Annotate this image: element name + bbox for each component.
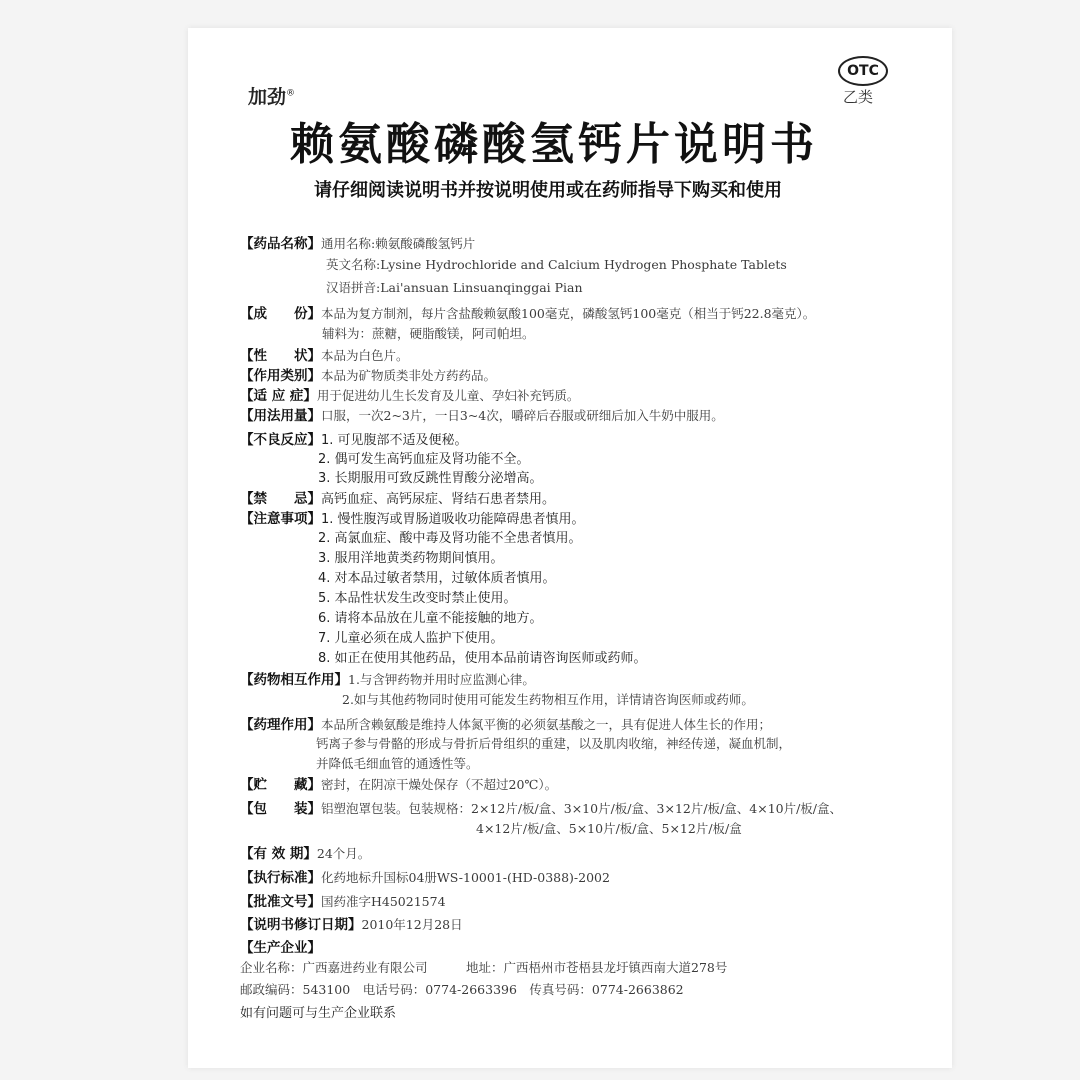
company-contact: 邮政编码：543100 电话号码：0774-2663396 传真号码：0774-2663862 — [240, 982, 684, 997]
standard-text: 化药地标升国标04册WS-10001-(HD-0388)-2002 — [321, 870, 610, 885]
adverse-item: 1. 可见腹部不适及便秘。 — [321, 433, 468, 448]
section-drug-name — [240, 232, 475, 252]
section-label: 【药理作用】 — [240, 717, 321, 733]
category-text: 本品为矿物质类非处方药药品。 — [321, 368, 497, 383]
validity-text: 24个月。 — [316, 846, 371, 861]
section-indications — [240, 384, 579, 404]
section-label: 【生产企业】 — [240, 940, 321, 956]
package-text-cont: 4×12片/板/盒、5×10片/板/盒、5×12片/板/盒 — [476, 821, 742, 836]
section-description — [240, 344, 409, 364]
section-validity — [240, 842, 370, 862]
section-standard — [240, 866, 610, 886]
footer-note: 如有问题可与生产企业联系 — [240, 1006, 397, 1021]
generic-name: 通用名称:赖氨酸磷酸氢钙片 — [321, 236, 476, 251]
precaution-item: 8. 如正在使用其他药品，使用本品前请咨询医师或药师。 — [318, 651, 647, 666]
company-name: 企业名称：广西嘉进药业有限公司 — [240, 960, 428, 975]
section-approval — [240, 890, 446, 910]
section-pharmacology — [240, 713, 771, 733]
description-text: 本品为白色片。 — [321, 348, 409, 363]
page-title: 赖氨酸磷酸氢钙片说明书 — [290, 119, 818, 170]
adverse-item: 2. 偶可发生高钙血症及肾功能不全。 — [318, 452, 530, 467]
section-label: 【适 应 症】 — [240, 388, 317, 404]
pharmacology-line: 钙离子参与骨骼的形成与骨折后骨组织的重建，以及肌肉收缩，神经传递，凝血机制， — [316, 736, 792, 751]
precaution-item: 7. 儿童必须在成人监护下使用。 — [318, 631, 504, 646]
approval-text: 国药准字H45021574 — [321, 894, 446, 909]
precaution-item: 2. 高氯血症、酸中毒及肾功能不全患者慎用。 — [318, 531, 582, 546]
section-label: 【性 状】 — [240, 348, 321, 364]
section-label: 【包 装】 — [240, 801, 321, 817]
section-revision — [240, 913, 463, 933]
interaction-item: 2.如与其他药物同时使用可能发生药物相互作用，详情请咨询医师或药师。 — [342, 692, 754, 707]
section-label: 【药品名称】 — [240, 236, 321, 252]
section-storage — [240, 773, 557, 793]
pharmacology-line: 本品所含赖氨酸是维持人体氮平衡的必须氨基酸之一，具有促进人体生长的作用； — [321, 717, 772, 732]
precaution-item: 6. 请将本品放在儿童不能接触的地方。 — [318, 611, 543, 626]
package-text: 铝塑泡罩包装。包装规格：2×12片/板/盒、3×10片/板/盒、3×12片/板/盒、4×10片/板/盒、 — [321, 801, 843, 816]
dosage-text: 口服，一次2~3片，一日3~4次，嚼碎后吞服或研细后加入牛奶中服用。 — [321, 408, 724, 423]
otc-class-label: 乙类 — [843, 88, 874, 106]
section-interactions — [240, 668, 535, 688]
section-label: 【批准文号】 — [240, 894, 321, 910]
section-precautions — [240, 507, 585, 527]
precaution-item: 5. 本品性状发生改变时禁止使用。 — [318, 591, 517, 606]
section-label: 【作用类别】 — [240, 368, 321, 384]
company-address: 地址：广西梧州市苍梧县龙圩镇西南大道278号 — [466, 960, 728, 975]
section-category — [240, 364, 496, 384]
english-name: 英文名称:Lysine Hydrochloride and Calcium Hydrogen Phosphate Tablets — [326, 257, 787, 272]
adverse-item: 3. 长期服用可致反跳性胃酸分泌增高。 — [318, 471, 543, 486]
section-package — [240, 797, 842, 817]
revision-text: 2010年12月28日 — [361, 917, 463, 932]
contraindications-text: 高钙血症、高钙尿症、肾结石患者禁用。 — [321, 492, 556, 507]
section-contraindications — [240, 487, 555, 507]
section-label: 【执行标准】 — [240, 870, 321, 886]
section-label: 【禁 忌】 — [240, 491, 321, 507]
precaution-item: 4. 对本品过敏者禁用，过敏体质者慎用。 — [318, 571, 556, 586]
interaction-item: 1.与含钾药物并用时应监测心律。 — [348, 672, 535, 687]
section-composition — [240, 302, 815, 322]
section-dosage — [240, 404, 724, 424]
pinyin-name: 汉语拼音:Lai'ansuan Linsuanqinggai Pian — [326, 280, 583, 295]
section-manufacturer — [240, 936, 321, 956]
indications-text: 用于促进幼儿生长发育及儿童、孕妇补充钙质。 — [316, 388, 580, 403]
section-label: 【说明书修订日期】 — [240, 917, 362, 933]
section-label: 【成 份】 — [240, 306, 321, 322]
section-label: 【贮 藏】 — [240, 777, 321, 793]
precaution-item: 3. 服用洋地黄类药物期间慎用。 — [318, 551, 504, 566]
brand-logo: 加劲® — [248, 86, 296, 108]
page-subtitle: 请仔细阅读说明书并按说明使用或在药师指导下购买和使用 — [314, 180, 782, 201]
storage-text: 密封，在阴凉干燥处保存（不超过20℃）。 — [321, 777, 558, 792]
section-label: 【有 效 期】 — [240, 846, 317, 862]
section-label: 【注意事项】 — [240, 511, 321, 527]
excipients-text: 辅料为：蔗糖，硬脂酸镁，阿司帕坦。 — [322, 326, 535, 341]
section-label: 【药物相互作用】 — [240, 672, 348, 688]
pharmacology-line: 并降低毛细血管的通透性等。 — [316, 756, 479, 771]
otc-badge: OTC — [838, 56, 888, 86]
section-label: 【不良反应】 — [240, 432, 321, 448]
precaution-item: 1. 慢性腹泻或胃肠道吸收功能障碍患者慎用。 — [321, 512, 585, 527]
section-adverse — [240, 428, 468, 448]
section-label: 【用法用量】 — [240, 408, 321, 424]
composition-text: 本品为复方制剂，每片含盐酸赖氨酸100毫克，磷酸氢钙100毫克（相当于钙22.8毫克）。 — [321, 306, 816, 321]
